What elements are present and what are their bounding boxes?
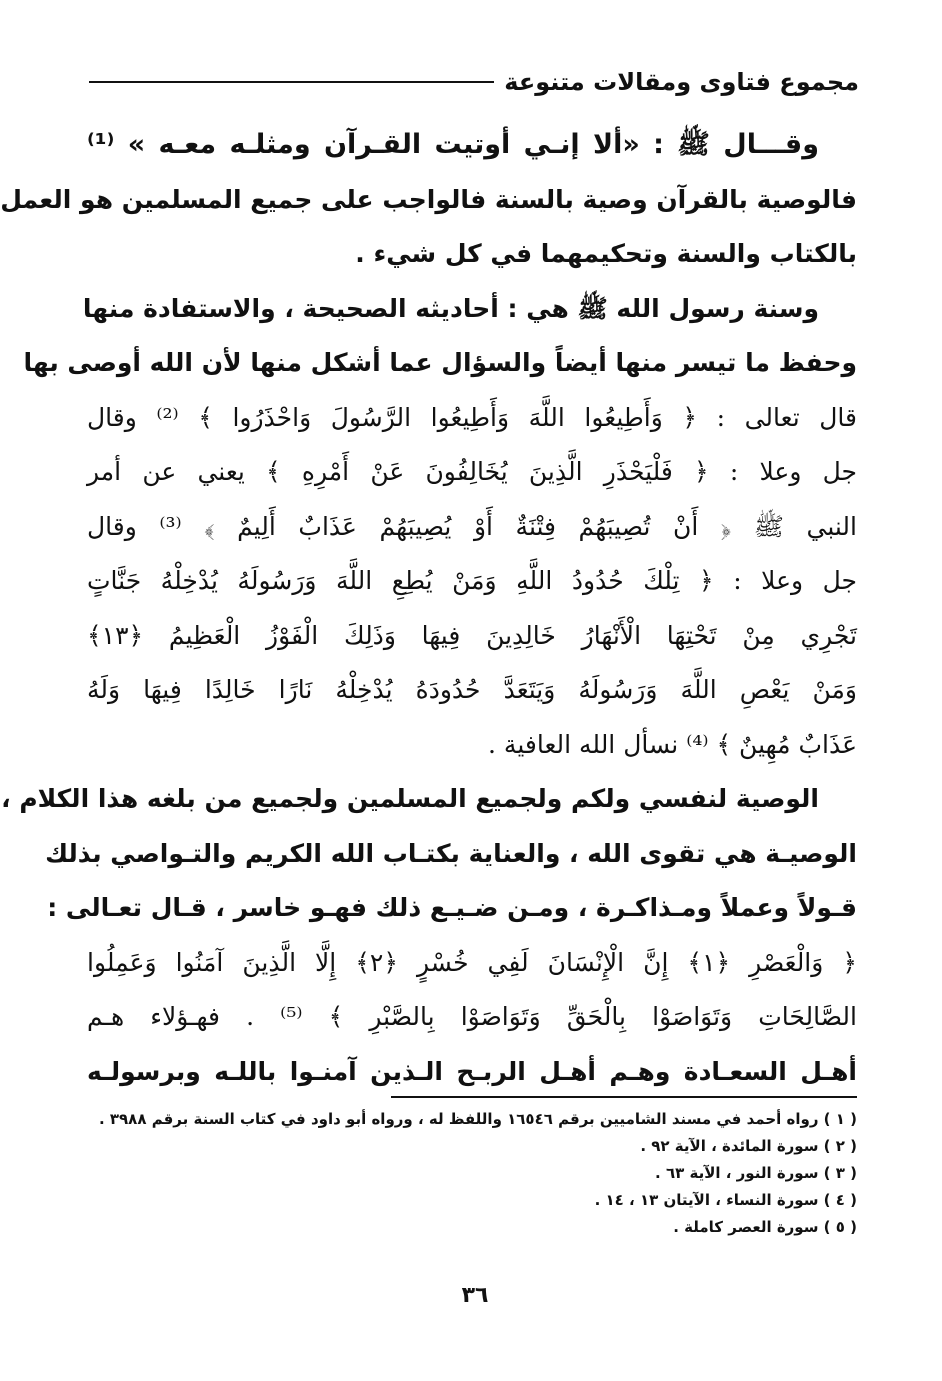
body-text xyxy=(0,118,857,1099)
text-line: قـولاً وعملاً ومـذاكـرة ، ومـن ضـيـع ذلك فهـو خاسر ، قـال تعـالى : xyxy=(47,893,857,922)
running-header xyxy=(89,62,859,102)
quran-line: الصَّالِحَاتِ وَتَوَاصَوْا بِالْحَقِّ وَتَوَاصَوْا بِالصَّبْرِ ﴾ ⁽⁵⁾ . فهـؤلاء هـم xyxy=(87,1002,857,1031)
header-rule xyxy=(89,81,494,83)
footnote: ( ١ ) رواه أحمد في مسند الشاميين برقم ١٦٥٤٦ واللفظ له ، ورواه أبو داود في كتاب السنة برقم ٣٩٨٨ . xyxy=(98,1110,857,1128)
page-number: ٣٦ xyxy=(461,1283,489,1308)
quran-line: ﴿ وَالْعَصْرِ ﴿١﴾ إِنَّ الْإِنْسَانَ لَفِي خُسْرٍ ﴿٢﴾ إِلَّا الَّذِينَ آمَنُوا وَعَمِلُوا xyxy=(87,947,857,977)
quran-line: وَمَنْ يَعْصِ اللَّهَ وَرَسُولَهُ وَيَتَعَدَّ حُدُودَهُ يُدْخِلْهُ نَارًا خَالِدًا فِيهَا وَلَهُ xyxy=(87,675,857,704)
footnote: ( ٣ ) سورة النور ، الآية ٦٣ . xyxy=(655,1164,857,1182)
text-line: الوصية لنفسي ولكم ولجميع المسلمين ولجميع من بلغه هذا الكلام ، xyxy=(1,784,819,813)
text-line: الوصيـة هي تقوى الله ، والعناية بكتـاب الله الكريم والتـواصي بذلك xyxy=(45,838,857,868)
text-line: وقـــال ﷺ : «ألا إنـي أوتيت القـرآن ومثلـه معـه » ⁽¹⁾ xyxy=(87,129,819,160)
footnote: ( ٢ ) سورة المائدة ، الآية ٩٢ . xyxy=(640,1137,857,1155)
text-line: وحفظ ما تيسر منها أيضاً والسؤال عما أشكل منها لأن الله أوصى بها xyxy=(23,348,857,377)
quran-line: قال تعالى : ﴿ وَأَطِيعُوا اللَّهَ وَأَطِيعُوا الرَّسُولَ وَاحْذَرُوا ﴾ ⁽²⁾ وقال xyxy=(87,402,857,432)
quran-line: عَذَابٌ مُهِينٌ ﴾ ⁽⁴⁾ نسأل الله العافية . xyxy=(488,729,857,759)
book-title: مجموع فتاوى ومقالات متنوعة xyxy=(504,68,859,96)
quran-line: النبي ﷺ ﴿ أَنْ تُصِيبَهُمْ فِتْنَةٌ أَوْ يُصِيبَهُمْ عَذَابٌ أَلِيمٌ ﴾ ⁽³⁾ وقال xyxy=(87,511,857,541)
footnote: ( ٤ ) سورة النساء ، الآيتان ١٣ ، ١٤ . xyxy=(594,1191,857,1209)
text-line: فالوصية بالقرآن وصية بالسنة فالواجب على جميع المسلمين هو العمل xyxy=(0,184,857,214)
text-line: بالكتاب والسنة وتحكيمهما في كل شيء . xyxy=(355,239,857,268)
quran-line: جل وعلا : ﴿ تِلْكَ حُدُودُ اللَّهِ وَمَنْ يُطِعِ اللَّهَ وَرَسُولَهُ يُدْخِلْهُ جَنَّاتٍ xyxy=(87,566,857,595)
text-line: أهـل السعـادة وهـم أهـل الربـح الـذين آمنـوا باللـه وبرسولـه xyxy=(87,1056,857,1086)
quran-line: جل وعلا : ﴿ فَلْيَحْذَرِ الَّذِينَ يُخَالِفُونَ عَنْ أَمْرِهِ ﴾ يعني عن أمر xyxy=(87,457,857,486)
text-line: وسنة رسول الله ﷺ هي : أحاديثه الصحيحة ، والاستفادة منها xyxy=(82,293,819,323)
quran-line: تَجْرِي مِنْ تَحْتِهَا الْأَنْهَارُ خَالِدِينَ فِيهَا وَذَلِكَ الْفَوْزُ الْعَظِيمُ ﴿١٣﴾ xyxy=(87,620,857,650)
footnote: ( ٥ ) سورة العصر كاملة . xyxy=(673,1218,857,1236)
footnotes xyxy=(87,1106,857,1241)
footnote-separator xyxy=(391,1096,857,1098)
